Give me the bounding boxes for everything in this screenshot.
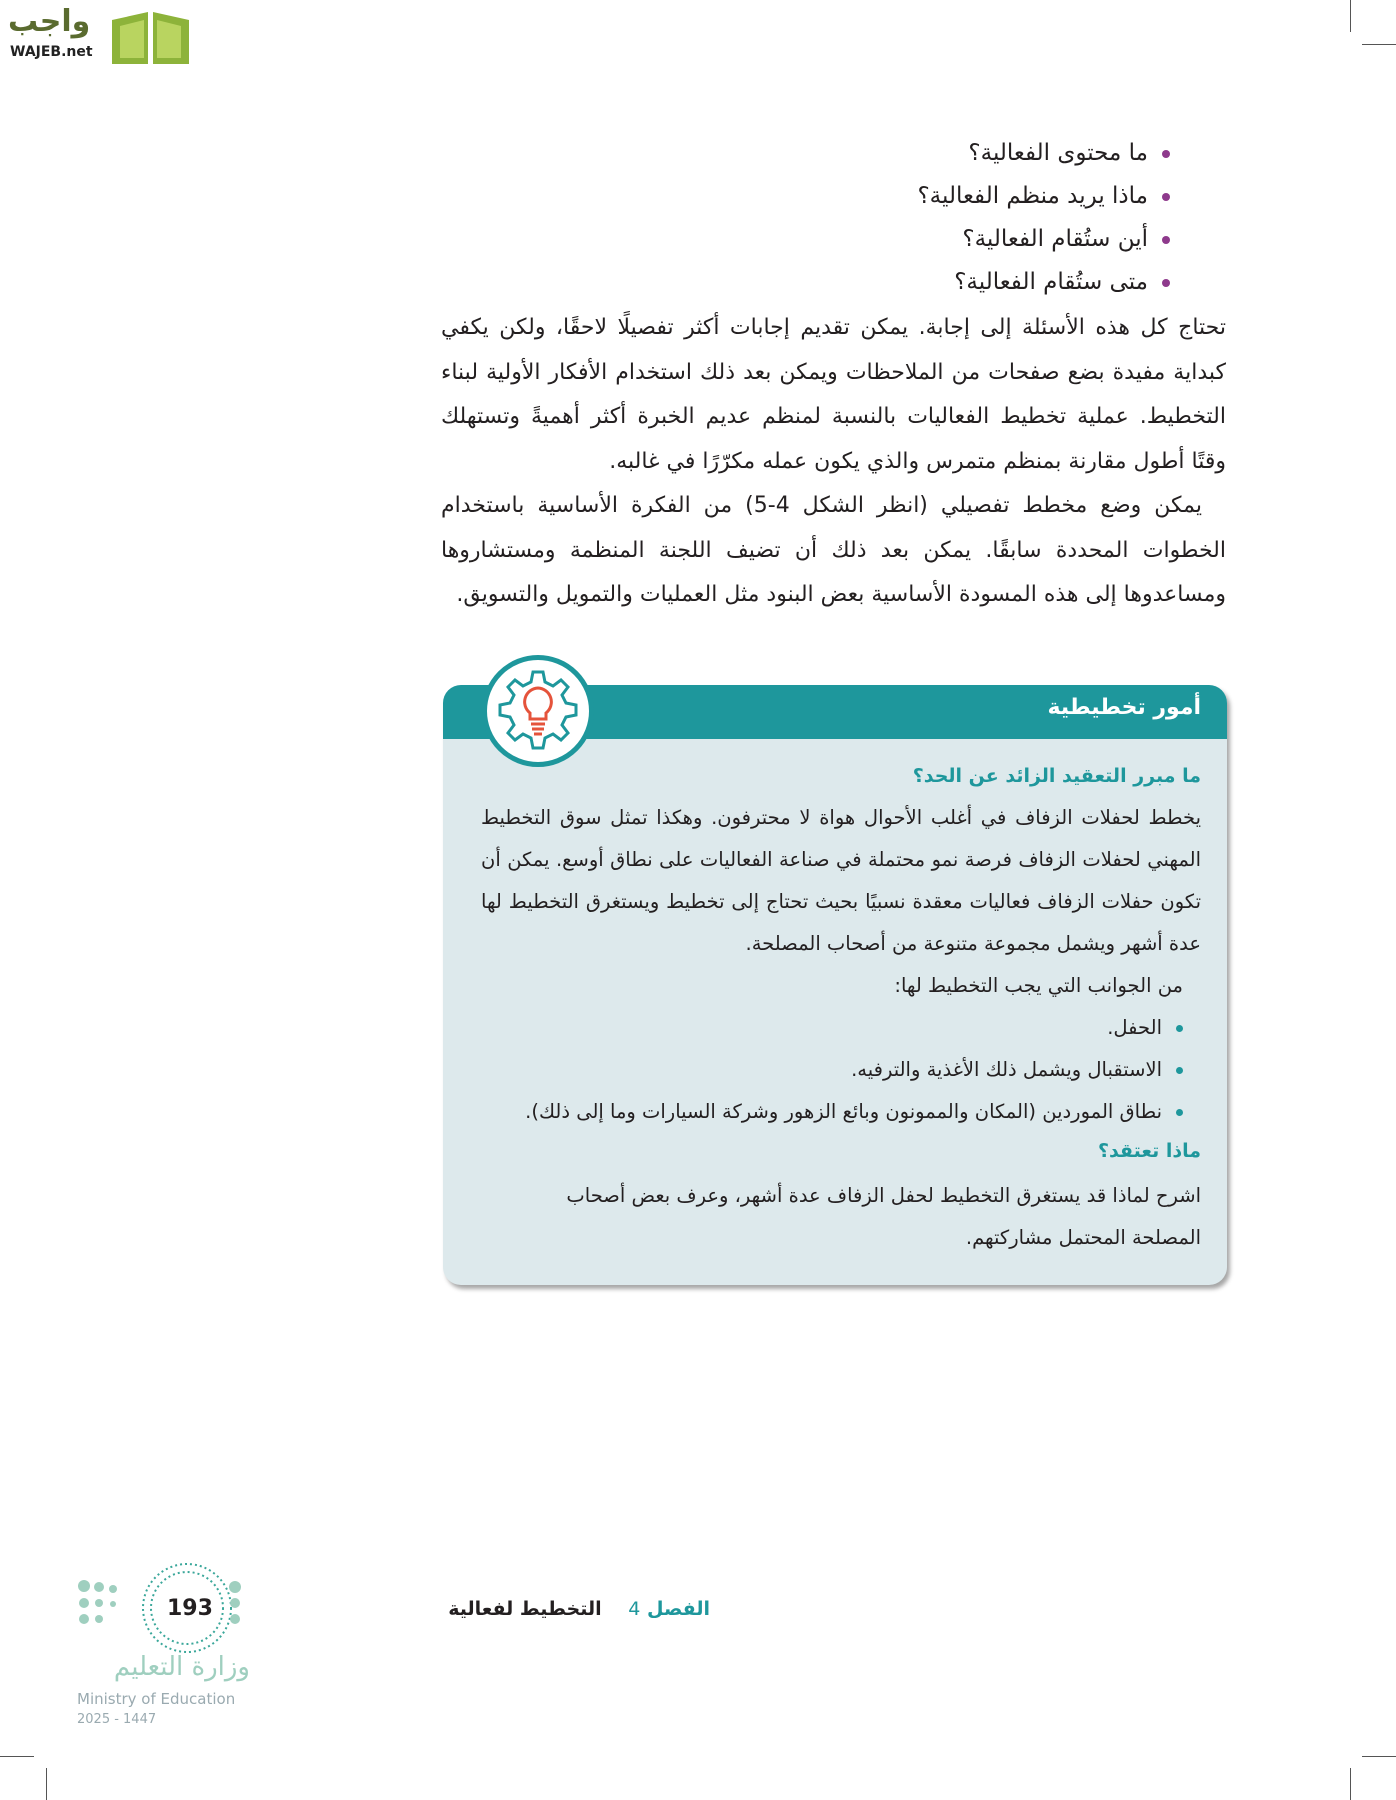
aspect-item	[463, 1091, 1183, 1133]
body-paragraph: تحتاج كل هذه الأسئلة إلى إجابة. يمكن تقديم إجابات أكثر تفصيلًا لاحقًا، ولكن يكفي كبداية مفيدة بضع صفحات من الملاحظات ويمكن بعد ذلك استخدام الأفكار الأولية لبناء التخطيط. عملية تخطيط الفعاليات بالنسبة لمنظم عديم الخبرة أكثر أهميةً وتستهلك وقتًا أطول مقارنة بمنظم متمرس والذي يكون عمله مكرّرًا في غالبه.	[441, 315, 1226, 474]
book-icon	[108, 6, 193, 68]
aspect-item	[463, 1049, 1183, 1091]
crop-mark	[1362, 1756, 1396, 1757]
chapter-footer	[448, 1598, 710, 1620]
crop-mark	[1350, 0, 1351, 32]
box-subtitle: ما مبرر التعقيد الزائد عن الحد؟	[912, 765, 1201, 787]
bullet-icon	[1176, 1025, 1183, 1032]
box-text: اشرح لماذا قد يستغرق التخطيط لحفل الزفاف عدة أشهر، وعرف بعض أصحاب المصلحة المحتمل مشاركتهم.	[566, 1184, 1201, 1249]
bullet-icon	[1162, 150, 1170, 158]
question-text: ماذا يريد منظم الفعالية؟	[917, 183, 1148, 209]
chapter-label: الفصل	[646, 1598, 710, 1620]
bullet-icon	[1162, 279, 1170, 287]
logo-text-ar: واجب	[8, 4, 91, 39]
bullet-icon	[1176, 1109, 1183, 1116]
page-number: 193	[167, 1596, 213, 1621]
question-item	[570, 218, 1170, 261]
gear-lightbulb-icon	[482, 655, 594, 767]
question-text: متى ستُقام الفعالية؟	[954, 269, 1148, 295]
bullet-icon	[1162, 236, 1170, 244]
wajeb-logo[interactable]	[8, 4, 193, 68]
body-paragraph: يمكن وضع مخطط تفصيلي (انظر الشكل 4-5) من الفكرة الأساسية باستخدام الخطوات المحددة سابقًا. يمكن بعد ذلك أن تضيف اللجنة المنظمة ومستشاروها ومساعدوها إلى هذه المسودة الأساسية بعض البنود مثل العمليات والتمويل والتسويق.	[441, 493, 1226, 607]
crop-mark	[1350, 1768, 1351, 1800]
question-item	[570, 175, 1170, 218]
chapter-title: التخطيط لفعالية	[448, 1598, 602, 1620]
aspects-intro: من الجوانب التي يجب التخطيط لها:	[894, 974, 1183, 997]
aspect-text: الحفل.	[1107, 1016, 1162, 1039]
box-title: أمور تخطيطية	[1047, 695, 1201, 720]
bullet-icon	[1162, 193, 1170, 201]
crop-mark	[0, 1756, 34, 1757]
question-item	[570, 261, 1170, 304]
logo-text-en: WAJEB.net	[10, 44, 93, 60]
question-text: ما محتوى الفعالية؟	[968, 140, 1148, 166]
question-item	[570, 132, 1170, 175]
aspect-text: الاستقبال ويشمل ذلك الأغذية والترفيه.	[851, 1058, 1162, 1081]
ministry-dots-icon	[75, 1560, 250, 1660]
aspect-text: نطاق الموردين (المكان والممونون وبائع الزهور وشركة السيارات وما إلى ذلك).	[525, 1100, 1162, 1123]
question-list	[570, 132, 1170, 304]
ministry-name-en: Ministry of Education	[77, 1690, 236, 1708]
box-text: يخطط لحفلات الزفاف في أغلب الأحوال هواة لا محترفون. وهكذا تمثل سوق التخطيط المهني لحفلات الزفاف فرصة نمو محتملة في صناعة الفعاليات على نطاق أوسع. يمكن أن تكون حفلات الزفاف فعاليات معقدة نسبيًا بحيث تحتاج إلى تخطيط ويستغرق التخطيط لها عدة أشهر ويشمل مجموعة متنوعة من أصحاب المصلحة.	[481, 806, 1201, 955]
ministry-name-ar: وزارة التعليم	[113, 1652, 250, 1682]
aspects-list	[463, 1007, 1183, 1133]
crop-mark	[46, 1768, 47, 1800]
ministry-logo	[75, 1560, 250, 1730]
crop-mark	[1362, 44, 1396, 45]
bullet-icon	[1176, 1067, 1183, 1074]
box-subtitle: ماذا تعتقد؟	[1097, 1140, 1201, 1162]
question-text: أين ستُقام الفعالية؟	[962, 226, 1148, 252]
ministry-year: 2025 - 1447	[77, 1712, 157, 1727]
chapter-number: 4	[628, 1598, 641, 1620]
planning-box	[443, 685, 1227, 1285]
aspect-item	[463, 1007, 1183, 1049]
